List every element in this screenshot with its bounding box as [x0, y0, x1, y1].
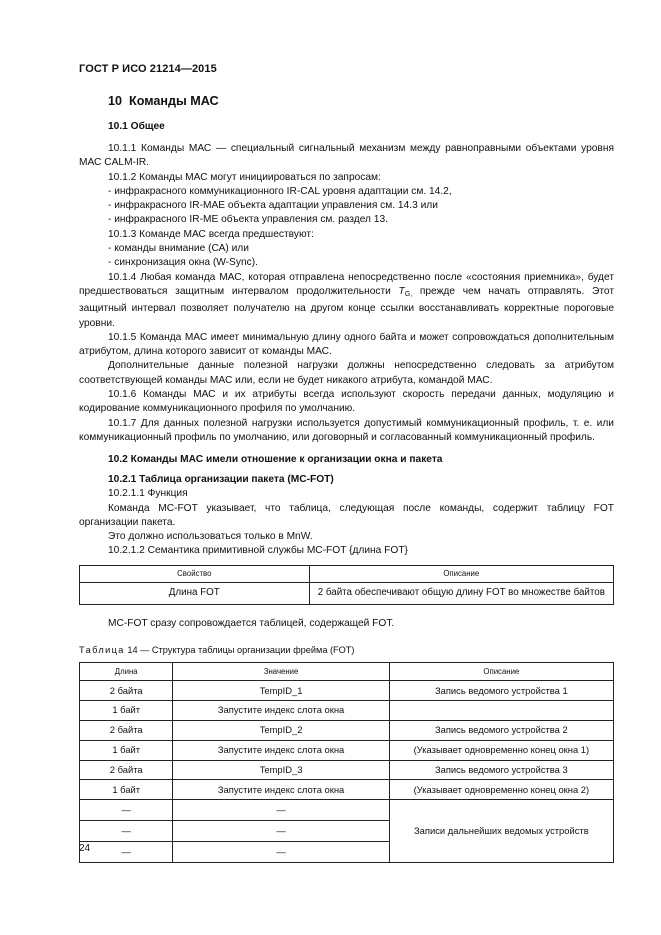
- page-content: [79, 93, 614, 863]
- paragraph-payload: Дополнительные данные полезной нагрузки должны непосредственно следовать за атрибутом соответствующей команды МАС или, если не будет никакого атрибута, командой МАС.: [79, 360, 614, 386]
- subsection-10-1-title: 10.1 Общее: [108, 121, 165, 132]
- table-row: [80, 760, 614, 780]
- section-title: [108, 93, 614, 109]
- table-cell: Запись ведомого устройства 1: [389, 681, 613, 701]
- paragraph-10-1-2: 10.1.2 Команды МАС могут инициироваться по запросам:: [108, 171, 381, 183]
- section-title-text: Команды МАС: [129, 94, 219, 108]
- table-cell: —: [173, 800, 389, 821]
- table-cell: Запись ведомого устройства 2: [389, 720, 613, 740]
- table-cell: 2 байта: [80, 760, 173, 780]
- paragraph-10-1-7: 10.1.7 Для данных полезной нагрузки используется допустимый коммуникационный профиль, т. е. или коммуникационный профиль по умолчанию, или договорный и согласованный коммуникационный профиль.: [79, 417, 614, 443]
- table-header-cell: Описание: [389, 663, 613, 681]
- table-cell: Запустите индекс слота окна: [173, 740, 389, 760]
- table-cell: 1 байт: [80, 701, 173, 721]
- paragraph-10-1-5: 10.1.5 Команда МАС имеет минимальную длину одного байта и может сопровождаться дополнительным атрибутом, длина которого зависит от команды МАС.: [79, 331, 614, 358]
- table-cell: 2 байта: [80, 681, 173, 701]
- table-header-cell: Свойство: [80, 565, 310, 582]
- table-cell: Запись ведомого устройства 3: [389, 760, 613, 780]
- subsection-10-2-title: 10.2 Команды МАС имели отношение к организации окна и пакета: [108, 454, 443, 466]
- table-row: [80, 681, 614, 701]
- table-row: [80, 701, 614, 721]
- table-cell: 1 байт: [80, 740, 173, 760]
- section-number: 10: [108, 94, 123, 108]
- table-cell: TempID_1: [173, 681, 389, 701]
- subsection-10-2-1-title: 10.2.1 Таблица организации пакета (MC-FOT): [108, 474, 334, 486]
- paragraph-10-2-1-1: 10.2.1.1 Функция: [108, 488, 188, 500]
- table-cell: Запустите индекс слота окна: [173, 780, 389, 800]
- table-cell: TempID_3: [173, 760, 389, 780]
- paragraph-mc-fot: Команда MC-FOT указывает, что таблица, следующая после команды, содержит таблицу FOT организации пакета.: [79, 502, 614, 528]
- semantics-table: [79, 565, 614, 605]
- fot-table: [79, 662, 614, 863]
- table-header-cell: Описание: [309, 565, 613, 582]
- table-header-cell: Значение: [173, 663, 389, 681]
- list-item: - инфракрасного IR-ME объекта управления см. раздел 13.: [79, 213, 614, 227]
- paragraph-10-1-4-part-b: прежде чем начать отправлять. Этот защитный интервал позволяет получателю на другом конце ссылки восстанавливать корректные пороговые уровни.: [79, 285, 614, 329]
- page-number: 24: [79, 843, 91, 854]
- table-cell: 1 байт: [80, 780, 173, 800]
- table-caption-prefix: Таблица: [79, 645, 125, 656]
- table-row: [80, 780, 614, 800]
- table-cell: 2 байта: [80, 720, 173, 740]
- list-item: - команды внимание (СА) или: [79, 242, 614, 256]
- table-cell: (Указывает одновременно конец окна 2): [389, 780, 613, 800]
- paragraph-after-table: MC-FOT сразу сопровождается таблицей, содержащей FOT.: [108, 617, 395, 629]
- paragraph-mnw: Это должно использоваться только в MnW.: [108, 531, 313, 543]
- table-cell: (Указывает одновременно конец окна 1): [389, 740, 613, 760]
- table-row: [80, 582, 614, 604]
- table-header-cell: Длина: [80, 663, 173, 681]
- table-cell: —: [173, 821, 389, 842]
- guard-interval-subscript: G,: [404, 290, 413, 298]
- table-header-row: [80, 663, 614, 681]
- table-caption-text: 14 — Структура таблицы организации фрейма (FOT): [124, 645, 355, 656]
- table-cell-merged: Записи дальнейших ведомых устройств: [389, 800, 613, 863]
- table-cell: Запустите индекс слота окна: [173, 701, 389, 721]
- table-cell: Длина FOT: [80, 582, 310, 604]
- paragraph-10-2-1-2: 10.2.1.2 Семантика примитивной службы MC-FOT {длина FOT}: [108, 545, 408, 557]
- paragraph-10-1-3: 10.1.3 Команде МАС всегда предшествуют:: [108, 228, 314, 240]
- table-cell: TempID_2: [173, 720, 389, 740]
- paragraph-10-1-4: [79, 271, 614, 331]
- list-item: - синхронизация окна (W-Sync).: [79, 256, 614, 270]
- paragraph-10-1-1: 10.1.1 Команды МАС — специальный сигнальный механизм между равноправными объектами уровня МАС CALM-IR.: [79, 143, 614, 169]
- table-cell: —: [80, 800, 173, 821]
- list-item: - инфракрасного IR-MAE объекта адаптации управления см. 14.3 или: [79, 199, 614, 213]
- table-row: [80, 800, 614, 821]
- table-cell: [389, 701, 613, 721]
- table-cell: —: [173, 842, 389, 863]
- list-item: - инфракрасного коммуникационного IR-CAL уровня адаптации см. 14.2,: [79, 185, 614, 199]
- table-cell: —: [80, 842, 173, 863]
- paragraph-10-1-4-part-a: 10.1.4 Любая команда МАС, которая отправлена непосредственно после «состояния приемника», будет предшествоваться защитным интервалом продолжительности: [79, 271, 614, 297]
- table-row: [80, 720, 614, 740]
- paragraph-10-1-6: 10.1.6 Команды МАС и их атрибуты всегда используют скорость передачи данных, модуляцию и кодирование коммуникационного профиля по умолчанию.: [79, 389, 614, 415]
- table-cell: —: [80, 821, 173, 842]
- table-header-row: [80, 565, 614, 582]
- table-caption: [79, 643, 614, 657]
- table-cell: 2 байта обеспечивают общую длину FOT во множестве байтов: [309, 582, 613, 604]
- guard-interval-symbol: T: [398, 285, 405, 297]
- standard-header: ГОСТ Р ИСО 21214—2015: [79, 63, 217, 75]
- table-row: [80, 740, 614, 760]
